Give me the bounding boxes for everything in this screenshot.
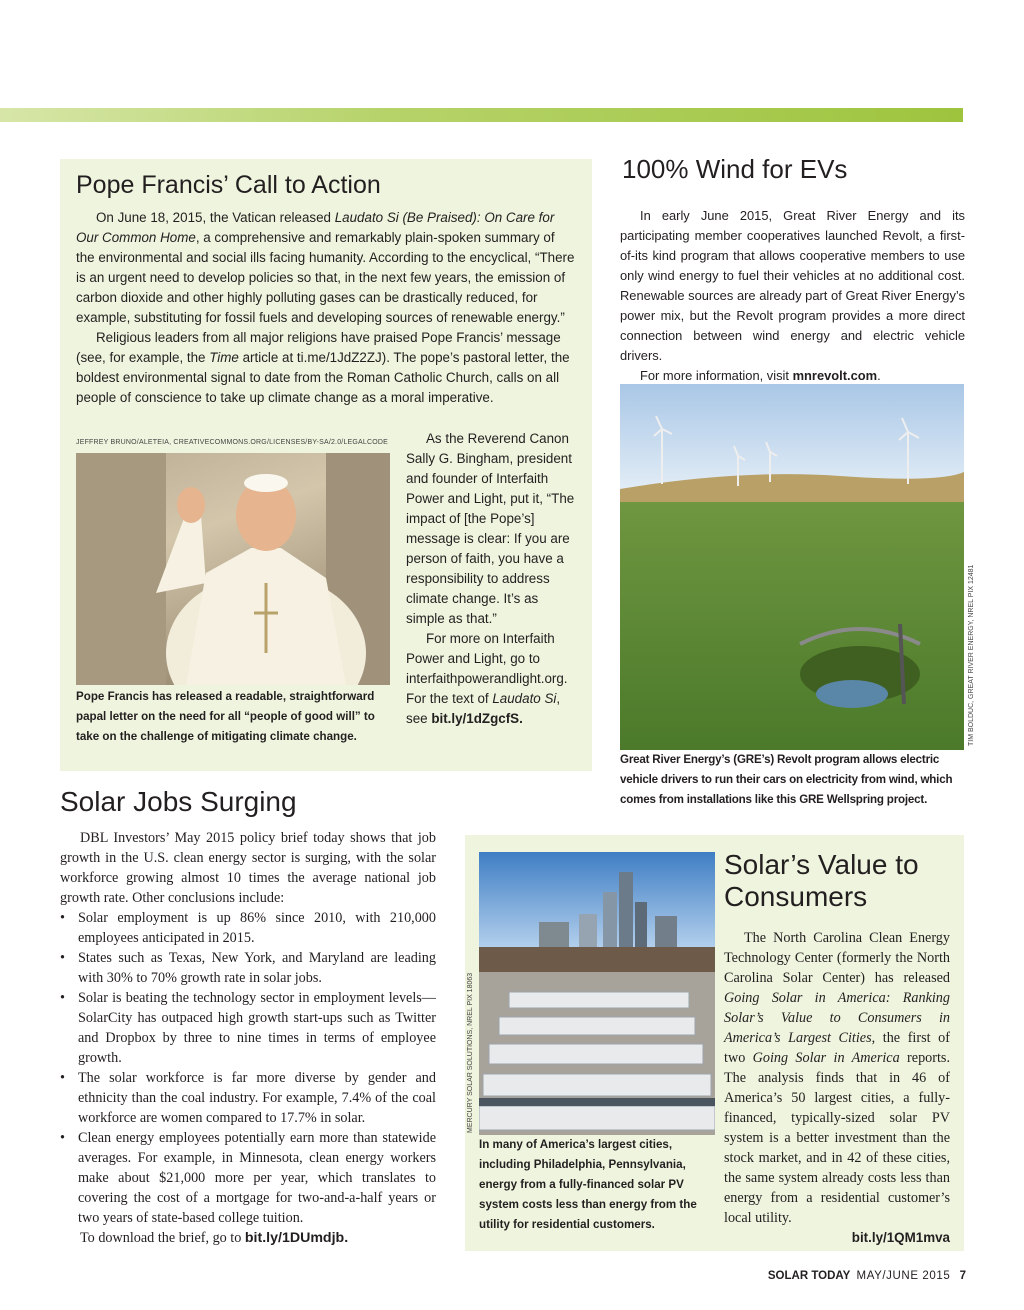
- value-link[interactable]: bit.ly/1QM1mva: [851, 1230, 950, 1245]
- footer-magazine-name: SOLAR TODAY: [767, 1270, 851, 1282]
- wind-paragraph-1: In early June 2015, Great River Energy and its participating member cooperatives launched Revolt, a first-of-its kind program that allows cooperative members to use only wind energy to fuel their vehicles at no additional cost. Renewable sources are already part of Great River Energy’s power mix, but the Revolt program provides a more direct connection between wind energy and electric vehicle drivers.: [620, 208, 965, 363]
- wind-photo: [620, 384, 964, 750]
- pope-photo-illustration: [76, 453, 390, 685]
- footer-issue: MAY/JUNE 2015: [856, 1270, 951, 1282]
- value-article-body: [724, 928, 950, 1248]
- wind-photo-caption: Great River Energy’s (GRE’s) Revolt program allows electric vehicle drivers to run their cars on electricity from wind, which comes from installations like this GRE Wellspring project.: [620, 753, 953, 806]
- pope-paragraph-4: For more on Interfaith Power and Light, go to interfaithpowerandlight.org. For the text of Laudato Si, see bit.ly/1dZgcfS.: [406, 631, 568, 726]
- pope-sidebar-box: [60, 159, 592, 771]
- pope-photo-caption: Pope Francis has released a readable, straightforward papal letter on the need for all “people of good will” to take on the challenge of mitigating climate change.: [76, 690, 375, 743]
- pope-paragraph-3: As the Reverend Canon Sally G. Bingham, president and founder of Interfaith Power and Light, put it, “The impact of [the Pope’s] message is clear: If you are person of faith, you have a responsibility to address climate change. It’s as simple as that.”: [406, 431, 575, 626]
- jobs-title: Solar Jobs Surging: [60, 786, 297, 817]
- pope-article-body: [76, 208, 576, 408]
- value-photo-credit: MERCURY SOLAR SOLUTIONS, NREL PIX 18063: [467, 972, 474, 1133]
- list-item: • States such as Texas, New York, and Maryland are leading with 30% to 70% growth rate in solar jobs.: [78, 948, 436, 988]
- value-title: Solar’s Value to Consumers: [724, 849, 919, 912]
- page-footer: [768, 1270, 966, 1282]
- header-accent-bar: [0, 108, 963, 122]
- list-item: • Solar employment is up 86% since 2010, with 210,000 employees anticipated in 2015.: [78, 908, 436, 948]
- pope-paragraph-2: Religious leaders from all major religions have praised Pope Francis’ message (see, for example, the Time article at ti.me/1JdZ2ZJ). The pope’s pastoral letter, the boldest environmental signal to date from the Roman Catholic Church, calls on all people of conscience to take up climate change as a moral imperative.: [76, 330, 570, 405]
- pope-photo: [76, 453, 390, 685]
- pope-photo-credit: JEFFREY BRUNO/ALETEIA, CREATIVECOMMONS.ORG/LICENSES/BY-SA/2.0/LEGALCODE: [76, 439, 389, 446]
- value-paragraph: The North Carolina Clean Energy Technology Center (formerly the North Carolina Solar Center) has released Going Solar in America: Ranking Solar’s Value to Consumers in America’s Largest Cities, the first of two Going Solar in America reports. The analysis finds that in 46 of America’s 50 largest cities, a fully-financed, typically-sized solar PV system is a better investment than the stock market, and in 42 of these cities, the same system already costs less than energy from a residential customer’s local utility.: [724, 930, 950, 1226]
- jobs-bullet-list: [60, 908, 436, 1228]
- wind-photo-credit: TIM BOLDUC, GREAT RIVER ENERGY, NREL PIX 12481: [968, 564, 975, 746]
- pope-article-column-right: [406, 429, 578, 729]
- list-item: • Clean energy employees potentially earn more than statewide averages. For example, in Minnesota, clean energy workers make about $21,000 more per year, which translates to covering the cost of a mortgage for two-and-a-half years or two years of state-based college tuition.: [78, 1128, 436, 1228]
- wind-photo-illustration: [620, 384, 964, 750]
- jobs-intro: DBL Investors’ May 2015 policy brief today shows that job growth in the U.S. clean energy sector is surging, with the solar workforce growing almost 10 times the average national job growth rate. Other conclusions include:: [60, 830, 436, 906]
- pope-link[interactable]: bit.ly/1dZgcfS.: [431, 711, 523, 726]
- footer-page-number: 7: [959, 1270, 966, 1282]
- value-photo-illustration: [479, 852, 715, 1135]
- value-sidebar-box: [465, 835, 964, 1251]
- wind-paragraph-2: For more information, visit mnrevolt.com.: [640, 368, 881, 383]
- wind-article: [620, 150, 965, 815]
- pope-title: Pope Francis’ Call to Action: [76, 171, 381, 199]
- wind-link[interactable]: mnrevolt.com: [792, 368, 878, 383]
- jobs-link[interactable]: bit.ly/1DUmdjb.: [244, 1230, 349, 1246]
- jobs-article-body: [60, 828, 436, 1248]
- jobs-article: [60, 786, 436, 1256]
- value-photo-caption: In many of America’s largest cities, including Philadelphia, Pennsylvania, energy from a fully-financed solar PV system costs less than energy from the utility for residential customers.: [479, 1138, 697, 1231]
- list-item: • Solar is beating the technology sector in employment levels—SolarCity has outpaced high growth start-ups such as Twitter and Dropbox by three to nine times in terms of employee growth.: [78, 988, 436, 1068]
- pope-paragraph-1: On June 18, 2015, the Vatican released Laudato Si (Be Praised): On Care for Our Common Home, a comprehensive and remarkably plain-spoken summary of the environmental and social ills facing humanity. According to the encyclical, “There is an urgent need to develop policies so that, in the next few years, the emission of carbon dioxide and other highly polluting gases can be drastically reduced, for example, substituting for fossil fuels and developing sources of renewable energy.”: [76, 210, 575, 325]
- list-item: • The solar workforce is far more diverse by gender and ethnicity than the coal industry. For example, 7.4% of the coal workforce are women compared to 17.7% in solar.: [78, 1068, 436, 1128]
- wind-article-body: [620, 206, 965, 386]
- wind-title: 100% Wind for EVs: [622, 154, 848, 184]
- jobs-outro: To download the brief, go to bit.ly/1DUmdjb.: [80, 1230, 349, 1246]
- value-photo: [479, 852, 715, 1135]
